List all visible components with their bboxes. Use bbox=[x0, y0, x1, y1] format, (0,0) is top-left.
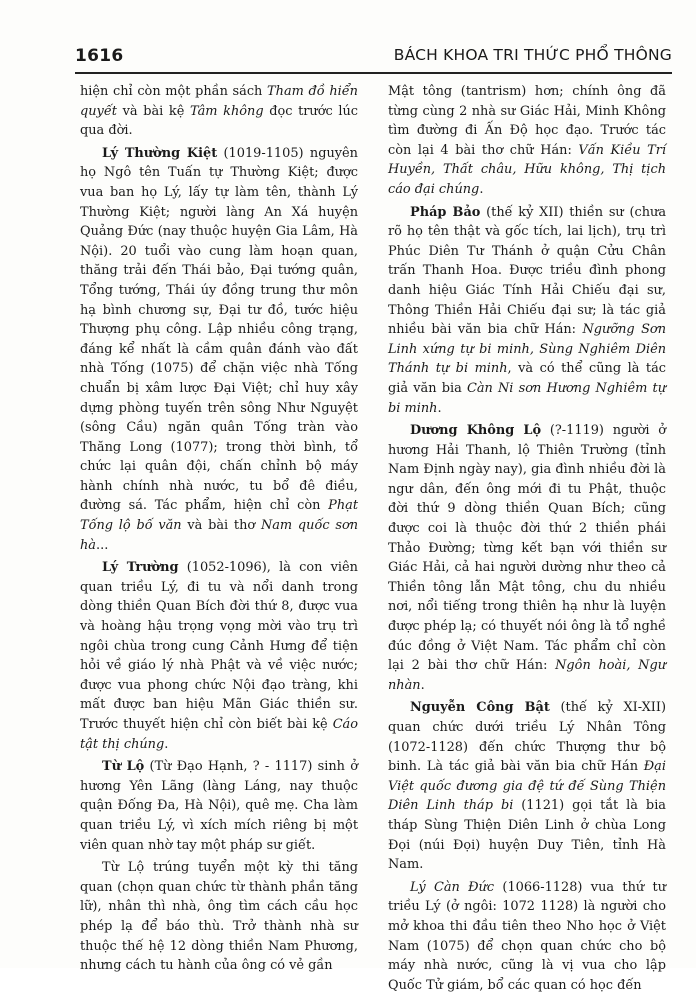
work-title: Nam quốc sơn hà bbox=[80, 518, 359, 553]
entry-ly-thuong-kiet bbox=[80, 144, 358, 555]
left-column bbox=[80, 82, 358, 976]
text-run: đọc trước lúc qua đời. bbox=[80, 103, 359, 139]
work-title: Ngưỡng Sơn Linh xứng tự bi minh, Sùng Nghiêm Diên Thánh tự bi minh bbox=[388, 322, 666, 377]
text-run: hiện chỉ còn một phần sách bbox=[80, 84, 268, 99]
work-title: Lý Càn Đức bbox=[410, 879, 495, 895]
running-title: BÁCH KHOA TRI THỨC PHỔ THÔNG bbox=[393, 46, 672, 64]
text-run: ... bbox=[96, 537, 109, 553]
text-run: , và có thể cũng là tác giả văn bia bbox=[388, 361, 667, 396]
work-title: Cáo tật thị chúng bbox=[80, 717, 358, 752]
entry-name: Nguyễn Công Bật bbox=[410, 700, 550, 716]
work-title: Phạt Tống lộ bố văn bbox=[80, 498, 358, 534]
text-run: Mật tông (tantrism) hơn; chính ông đã từng cùng 2 nhà sư Giác Hải, Minh Không tìm đường đi Ấn Độ học đạo. Trước tác còn lại 4 bài thơ chữ Hán: bbox=[388, 84, 666, 158]
paragraph bbox=[388, 82, 666, 200]
entry-ly-can-duc bbox=[388, 878, 666, 995]
page-header bbox=[75, 42, 672, 74]
entry-duong-khong-lo bbox=[388, 421, 666, 695]
paragraph bbox=[80, 82, 358, 141]
entry-name: Lý Thường Kiệt bbox=[102, 145, 218, 161]
text-run: . bbox=[420, 677, 425, 693]
work-title: Tâm không bbox=[190, 103, 264, 119]
entry-name: Lý Trường bbox=[102, 560, 179, 576]
entry-nguyen-cong-bat bbox=[388, 698, 666, 874]
entry-ly-truong bbox=[80, 558, 358, 754]
text-run: (thế kỷ XII) thiền sư (chưa rõ họ tên thật và gốc tích, lai lịch), trụ trì Phúc Diên Tư Thánh ở quận Cửu Chân trấn Thanh Hoa. Được triều đình phong danh hiệu Giác Tính Hải Chiếu đại sư, Thông Thiền Hải Chiếu đại sư; là tác giả nhiều bài văn bia chữ Hán: bbox=[388, 204, 667, 338]
entry-phap-bao bbox=[388, 203, 666, 419]
text-run: (1066-1128) vua thứ tư triều Lý (ở ngôi: 1072 1128) là người cho mở khoa thi đầu tiên theo Nho học ở Việt Nam (1075) để chọn quan chức cho bộ máy nhà nước, cũng là vị vua cho lập Quốc Tử giám, bổ các quan có học đến bbox=[388, 879, 666, 993]
work-title: Tham đồ hiển quyết bbox=[80, 84, 358, 119]
work-title: Càn Ni sơn Hương Nghiêm tự bi minh bbox=[388, 380, 666, 416]
page-number: 1616 bbox=[75, 46, 124, 66]
text-run: (1121) gọi tắt là bia tháp Sùng Thiện Diên Linh ở chùa Long Đọi (núi Đọi) huyện Duy Tiên, tỉnh Hà Nam. bbox=[388, 798, 666, 873]
text-run: (1052-1096), là con viên quan triều Lý, đi tu và nổi danh trong dòng thiền Quan Bích đời thứ 8, được vua và hoàng hậu trọng vọng mời vào trụ trì ngôi chùa trong cung Cảnh Hưng để tiện hỏi về giáo lý nhà Phật và về việc nước; được vua phong chức Nội đạo tràng, khi mất được ban hiệu Mãn Giác thiền sư. Trước thuyết hiện chỉ còn biết bài kệ bbox=[80, 560, 358, 732]
text-run: Từ Lộ trúng tuyển một kỳ thi tăng quan (chọn quan chức từ thành phần tăng lữ), nhân thì nhà, ông tìm cách cầu học phép lạ để báo thù. Trở thành nhà sư thuộc thế hệ 12 dòng thiền Nam Phương, nhưng cách tu hành của ông có vẻ gần bbox=[80, 860, 358, 974]
work-title: Vấn Kiều Trí Huyền, Thất châu, Hữu không, Thị tịch cáo đại chúng bbox=[388, 142, 667, 197]
entry-name: Dương Không Lộ bbox=[410, 423, 542, 439]
text-run: . bbox=[437, 400, 442, 416]
text-run: . bbox=[164, 736, 169, 752]
text-run: (?-1119) người ở hương Hải Thanh, lộ Thiên Trường (tỉnh Nam Định ngày nay), gia đình nhiều đời là ngư dân, đến ông mới đi tu Phật, thuộc đời thứ 9 dòng thiền Quan Bích; cũng được coi là thuộc đời thứ 2 thiền phái Thảo Đường; từng kết bạn với thiền sư Giác Hải, cả hai người dường như theo cả Thiền tông lẫn Mật tông, chu du nhiều nơi, nổi tiếng trong thiên hạ như là luyện được phép lạ; có thuyết nói ông là tổ nghề đúc đồng ở Việt Nam. Tác phẩm chỉ còn lại 2 bài thơ chữ Hán: bbox=[388, 423, 666, 674]
text-run: . bbox=[479, 181, 484, 197]
text-run: và bài kệ bbox=[116, 103, 190, 119]
entry-name: Từ Lộ bbox=[102, 759, 145, 775]
right-column bbox=[388, 82, 666, 995]
work-title: Ngôn hoài, Ngư nhàn bbox=[388, 658, 666, 693]
entry-name: Pháp Bảo bbox=[410, 204, 481, 220]
paragraph bbox=[80, 858, 358, 976]
text-run: và bài thơ bbox=[181, 518, 261, 534]
work-title: Đại Việt quốc đương gia đệ tứ đế Sùng Thiện Diên Linh tháp bi bbox=[388, 759, 666, 814]
text-run: (1019-1105) nguyên họ Ngô tên Tuấn tự Thường Kiệt; được vua ban họ Lý, lấy tự làm tên, thành Lý Thường Kiệt; người làng An Xá huyện Quảng Đức (nay thuộc huyện Gia Lâm, Hà Nội). 20 tuổi vào cung làm hoạn quan, thăng trải đến Thái bảo, Đại tướng quân, Tổng tướng, Thái úy đồng trung thư môn hạ bình chương sự, Đại tư đồ, tước hiệu Thượng phụ công. Lập nhiều công trạng, đáng kể nhất là cầm quân đánh vào đất nhà Tống (1075) để chặn việc nhà Tống chuẩn bị xâm lược Đại Việt; chỉ huy xây dựng phòng tuyến trên sông Như Nguyệt (sông Cầu) ngăn quân Tống tràn vào Thăng Long (1077); trong thời bình, tổ chức lại quân đội, chấn chỉnh bộ máy hành chính nhà nước, tu bổ đê điều, đường sá. Tác phẩm, hiện chỉ còn bbox=[80, 145, 358, 514]
text-run: (Từ Đạo Hạnh, ? - 1117) sinh ở hương Yên Lãng (làng Láng, nay thuộc quận Đống Đa, Hà Nội), quê mẹ. Cha làm quan triều Lý, vì xích mích riêng bị một viên quan nhờ tay một pháp sư giết. bbox=[80, 759, 358, 853]
entry-tu-lo bbox=[80, 757, 358, 855]
text-run: (thế kỷ XI-XII) quan chức dưới triều Lý Nhân Tông (1072-1128) đến chức Thượng thư bộ binh. Là tác giả bài văn bia chữ Hán bbox=[388, 700, 666, 775]
